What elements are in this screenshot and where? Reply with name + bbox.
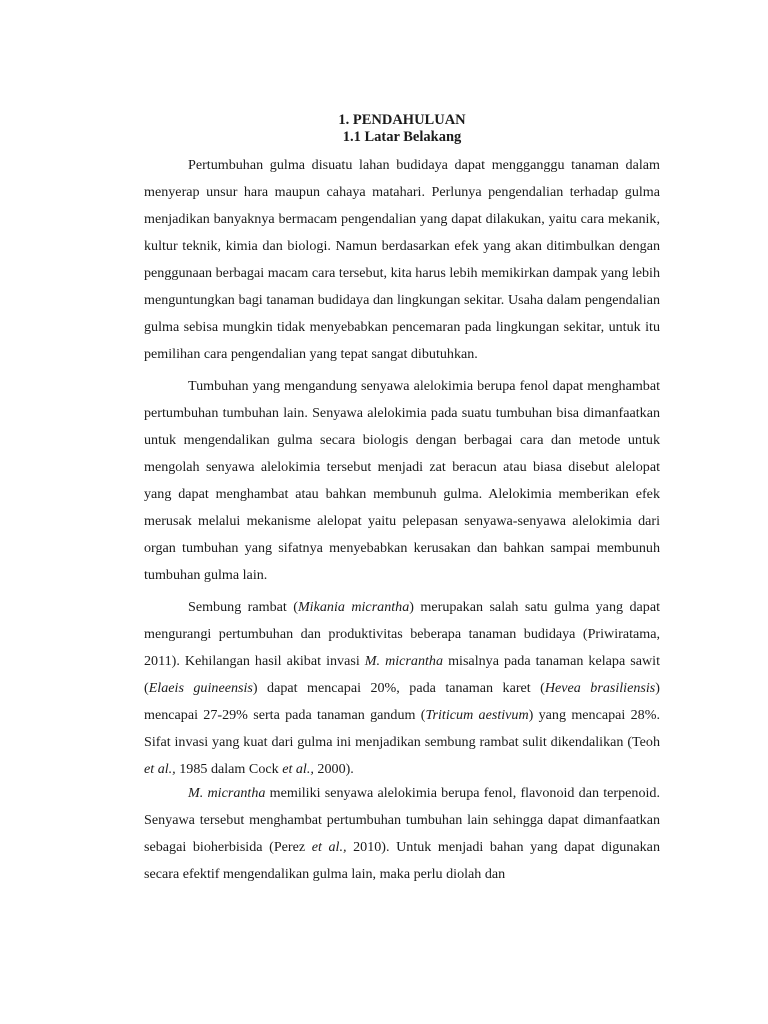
paragraph-3-text: ) dapat mencapai 20%, pada tanaman karet ( [252,680,545,696]
paragraph-4-text: 2010). Untuk menjadi bahan yang dapat digunakan secara efektif mengendalikan gulma lain, maka perlu diolah dan [144,839,660,882]
species-name: M. micrantha [188,785,266,801]
species-name: Elaeis guineensis [148,680,253,696]
paragraph-3-text: ) mencapai 27-29% serta pada tanaman gandum ( [144,680,660,723]
citation-et-al: et al., [282,761,314,777]
citation-et-al: et al., [311,839,347,855]
body-text [144,152,660,888]
paragraph-3-text: ) merupakan salah satu gulma yang dapat mengurangi pertumbuhan dan produktivitas beberapa tanaman budidaya (Priwiratama, 2011). Kehilangan hasil akibat invasi [144,599,660,669]
species-name: Hevea brasiliensis [544,680,656,696]
section-heading: 1.1 Latar Belakang [342,129,462,145]
paragraph-2 [144,373,660,589]
species-name: Mikania micrantha [297,599,410,615]
paragraph-3-text: 2000). [313,761,354,777]
species-name: M. micrantha [364,653,444,669]
paragraph-3-text: ) yang mencapai 28%. Sifat invasi yang kuat dari gulma ini menjadikan sembung rambat sulit dikendalikan (Teoh [144,707,660,750]
paragraph-2-text: Tumbuhan yang mengandung senyawa alelokimia berupa fenol dapat menghambat pertumbuhan tumbuhan lain. Senyawa alelokimia pada suatu tumbuhan bisa dimanfaatkan untuk mengendalikan gulma secara biologis dengan berbagai cara dan metode untuk mengolah senyawa alelokimia tersebut menjadi zat beracun atau biasa disebut alelopat yang dapat menghambat atau bahkan membunuh gulma. Alelokimia memberikan efek merusak melalui mekanisme alelopat yaitu pelepasan senyawa-senyawa alelokimia dari organ tumbuhan yang sifatnya menyebabkan kerusakan dan bahkan sampai membunuh tumbuhan gulma lain. [144,378,660,583]
paragraph-4-text: memiliki senyawa alelokimia berupa fenol, flavonoid dan terpenoid. Senyawa tersebut menghambat pertumbuhan tumbuhan lain sehingga dapat dimanfaatkan sebagai bioherbisida (Perez [144,785,660,855]
paragraph-1-text: Pertumbuhan gulma disuatu lahan budidaya dapat mengganggu tanaman dalam menyerap unsur hara maupun cahaya matahari. Perlunya pengendalian terhadap gulma menjadikan banyaknya bermacam pengendalian yang dapat dilakukan, yaitu cara mekanik, kultur teknik, kimia dan biologi. Namun berdasarkan efek yang akan ditimbulkan dengan penggunaan berbagai macam cara tersebut, kita harus lebih memikirkan dampak yang lebih menguntungkan bagi tanaman budidaya dan lingkungan sekitar. Usaha dalam pengendalian gulma sebisa mungkin tidak menyebabkan pencemaran pada lingkungan sekitar, untuk itu pemilihan cara pengendalian yang tepat sangat dibutuhkan. [144,157,660,362]
chapter-heading: 1. PENDAHULUAN [338,112,466,128]
paragraph-3-text: Sembung rambat ( [188,599,298,615]
paragraph-1 [144,152,660,368]
paragraph-3-text: 1985 dalam Cock [175,761,283,777]
species-name: Triticum aestivum [425,707,529,723]
paragraph-4 [144,780,660,888]
paragraph-3 [144,594,660,783]
citation-et-al: et al., [144,761,176,777]
paragraph-3-text: misalnya pada tanaman kelapa sawit ( [144,653,660,696]
